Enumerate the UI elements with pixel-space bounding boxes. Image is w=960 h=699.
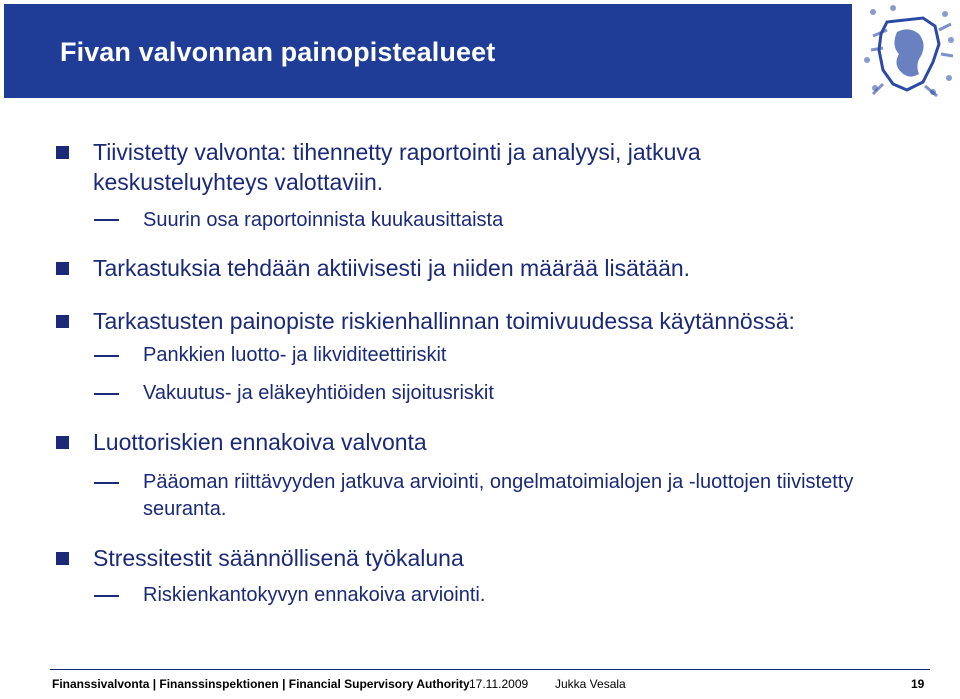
bullet-square-icon [56, 146, 69, 159]
bullet-text: Tarkastuksia tehdään aktiivisesti ja niiden määrää lisätään. [93, 255, 691, 281]
dash-icon [94, 595, 119, 597]
sub-bullet-text: Riskienkantokyvyn ennakoiva arviointi. [143, 584, 486, 606]
bullet-square-icon [56, 552, 69, 565]
slide-title: Fivan valvonnan painopistealueet [60, 37, 496, 67]
bullet-text: Tiivistetty valvonta: tihennetty raportointi ja analyysi, jatkuva keskusteluyhteys valottaviin. [93, 139, 701, 195]
bullet-square-icon [56, 436, 69, 449]
sub-bullet-text: Suurin osa raportoinnista kuukausittaista [143, 209, 504, 231]
title-bar [4, 4, 852, 98]
bullet-text: Luottoriskien ennakoiva valvonta [93, 429, 427, 455]
sub-bullet-text: Pääoman riittävyyden jatkuva arviointi, ongelmatoimialojen ja -luottojen tiivistetty seuranta. [143, 471, 854, 520]
bullet-square-icon [56, 262, 69, 275]
footer-organization: Finanssivalvonta | Finanssinspektionen | Financial Supervisory Authority [52, 677, 470, 691]
bullet-square-icon [56, 315, 69, 328]
bullet-text: Tarkastusten painopiste riskienhallinnan toimivuudessa käytännössä: [93, 308, 795, 334]
sub-bullet-text: Vakuutus- ja eläkeyhtiöiden sijoitusriskit [143, 382, 494, 404]
bullet-text: Stressitestit säännöllisenä työkaluna [93, 545, 464, 571]
dash-icon [94, 219, 119, 221]
dash-icon [94, 393, 119, 395]
footer-date: 17.11.2009 [469, 677, 529, 691]
footer-divider [50, 669, 930, 670]
page-number: 19 [911, 677, 925, 691]
dash-icon [94, 355, 119, 357]
dash-icon [94, 482, 119, 484]
finnish-lion-emblem-icon [853, 0, 960, 100]
sub-bullet-text: Pankkien luotto- ja likviditeettiriskit [143, 344, 447, 366]
footer-author: Jukka Vesala [555, 677, 626, 691]
